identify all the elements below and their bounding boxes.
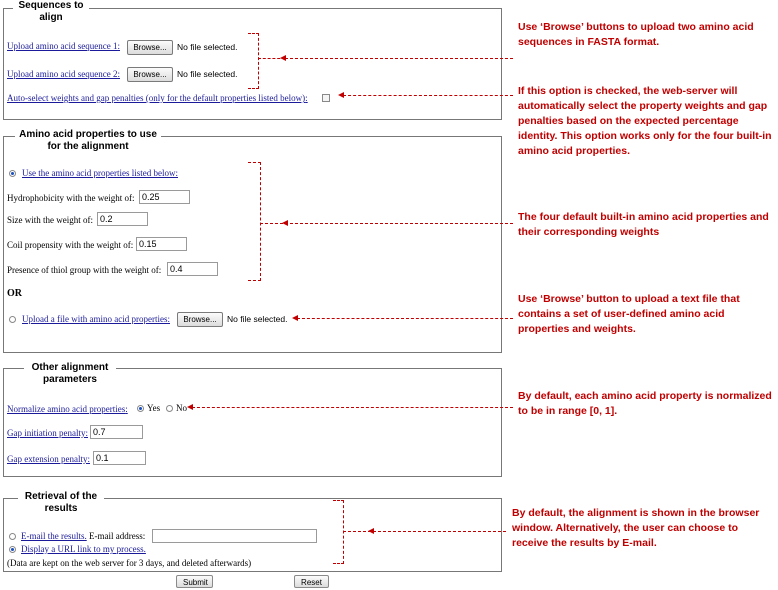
normalize-arrow-line <box>192 407 513 408</box>
coil-label: Coil propensity with the weight of: <box>7 240 134 250</box>
thiol-label: Presence of thiol group with the weight of: <box>7 265 162 275</box>
auto-select-label[interactable]: Auto-select weights and gap penalties (only for the default properties listed below) <box>7 93 306 103</box>
use-listed-properties-link[interactable]: Use the amino acid properties listed below: <box>22 168 178 178</box>
use-listed-properties-radio[interactable] <box>9 170 16 177</box>
normalize-no-label: No <box>176 403 187 413</box>
hydrophobicity-weight-input[interactable] <box>139 190 190 204</box>
browse-sequence-2-button[interactable]: Browse... <box>127 67 173 82</box>
submit-button[interactable]: Submit <box>176 575 213 588</box>
or-separator: OR <box>7 288 22 299</box>
browse-arrow-head <box>280 55 286 61</box>
thiol-weight-input[interactable] <box>167 262 218 276</box>
sequence-1-file-status: No file selected. <box>177 42 238 52</box>
properties-file-status: No file selected. <box>227 314 288 324</box>
upload-sequence-1-link[interactable]: Upload amino acid sequence 1: <box>7 41 120 51</box>
auto-select-note: If this option is checked, the web-server will automatically select the property weights and gap penalties based on the expected percentage identity. This option works only for the four built-in amino acid properties. <box>518 85 772 157</box>
normalize-arrow-head <box>187 404 193 410</box>
browse-properties-file-button[interactable]: Browse... <box>177 312 223 327</box>
normalize-note: By default, each amino acid property is normalized to be in range [0, 1]. <box>518 390 772 417</box>
default-props-arrow-line <box>260 223 513 224</box>
browse-bracket <box>248 33 259 89</box>
normalize-yes-label: Yes <box>147 403 161 413</box>
gap-initiation-input[interactable] <box>90 425 143 439</box>
other-parameters-legend: Other alignment parameters <box>24 362 116 386</box>
normalize-properties-label[interactable]: Normalize amino acid properties <box>7 404 126 414</box>
email-results-label[interactable]: E-mail the results <box>21 531 85 541</box>
normalize-properties-link[interactable]: Normalize amino acid properties: <box>7 404 128 414</box>
gap-initiation-label[interactable]: Gap initiation penalty <box>7 428 86 438</box>
email-results-radio[interactable] <box>9 533 16 540</box>
hydrophobicity-label: Hydrophobicity with the weight of: <box>7 193 135 203</box>
hydrophobicity-label-text: Hydrophobicity with the weight of <box>7 193 132 203</box>
gap-extension-input[interactable] <box>93 451 146 465</box>
auto-select-arrow-line <box>343 95 513 96</box>
gap-initiation-link[interactable]: Gap initiation penalty: <box>7 428 88 438</box>
upload-sequence-2-link[interactable]: Upload amino acid sequence 2: <box>7 69 120 79</box>
size-label-text: Size with the weight of <box>7 215 91 225</box>
gap-extension-link[interactable]: Gap extension penalty: <box>7 454 90 464</box>
browse-note: Use ‘Browse’ buttons to upload two amino acid sequences in FASTA format. <box>518 21 754 48</box>
retrieval-arrow-head <box>368 528 374 534</box>
upload-file-arrow-line <box>297 318 513 319</box>
reset-button[interactable]: Reset <box>294 575 329 588</box>
email-address-label: E-mail address: <box>89 531 146 541</box>
coil-weight-input[interactable] <box>136 237 187 251</box>
auto-select-link[interactable]: Auto-select weights and gap penalties (only for the default properties listed below): <box>7 93 308 103</box>
display-url-radio[interactable] <box>9 546 16 553</box>
properties-legend: Amino acid properties to use for the alignment <box>15 129 161 153</box>
use-listed-properties-label[interactable]: Use the amino acid properties listed below <box>22 168 176 178</box>
gap-extension-label[interactable]: Gap extension penalty <box>7 454 88 464</box>
auto-select-checkbox[interactable] <box>322 94 330 102</box>
size-label: Size with the weight of: <box>7 215 93 225</box>
upload-properties-file-label[interactable]: Upload a file with amino acid properties <box>22 314 168 324</box>
upload-sequence-1-label[interactable]: Upload amino acid sequence 1 <box>7 41 118 51</box>
normalize-no-radio[interactable] <box>166 405 173 412</box>
retrieval-note: By default, the alignment is shown in the browser window. Alternatively, the user can choose to receive the results by E-mail. <box>512 507 760 549</box>
retrieval-legend: Retrieval of the results <box>18 491 104 515</box>
default-props-arrow-head <box>282 220 288 226</box>
upload-properties-file-radio[interactable] <box>9 316 16 323</box>
thiol-label-text: Presence of thiol group with the weight of <box>7 265 159 275</box>
retrieval-bracket <box>333 500 344 564</box>
size-weight-input[interactable] <box>97 212 148 226</box>
display-url-link[interactable]: Display a URL link to my process. <box>21 544 146 554</box>
coil-label-text: Coil propensity with the weight of <box>7 240 131 250</box>
sequence-2-file-status: No file selected. <box>177 69 238 79</box>
email-address-input[interactable] <box>152 529 317 543</box>
upload-sequence-2-label[interactable]: Upload amino acid sequence 2 <box>7 69 118 79</box>
upload-file-note: Use ‘Browse’ button to upload a text file that contains a set of user-defined amino acid properties and weights. <box>518 293 740 335</box>
retention-note: (Data are kept on the web server for 3 days, and deleted afterwards) <box>7 558 252 568</box>
default-props-note: The four default built-in amino acid properties and their corresponding weights <box>518 211 769 238</box>
browse-arrow-line <box>285 58 513 59</box>
upload-file-arrow-head <box>292 315 298 321</box>
upload-properties-file-link[interactable]: Upload a file with amino acid properties: <box>22 314 170 324</box>
auto-select-arrow-head <box>338 92 344 98</box>
email-results-link[interactable]: E-mail the results. <box>21 531 87 541</box>
sequences-legend: Sequences to align <box>13 0 89 24</box>
normalize-yes-radio[interactable] <box>137 405 144 412</box>
browse-sequence-1-button[interactable]: Browse... <box>127 40 173 55</box>
default-props-bracket <box>248 162 261 281</box>
